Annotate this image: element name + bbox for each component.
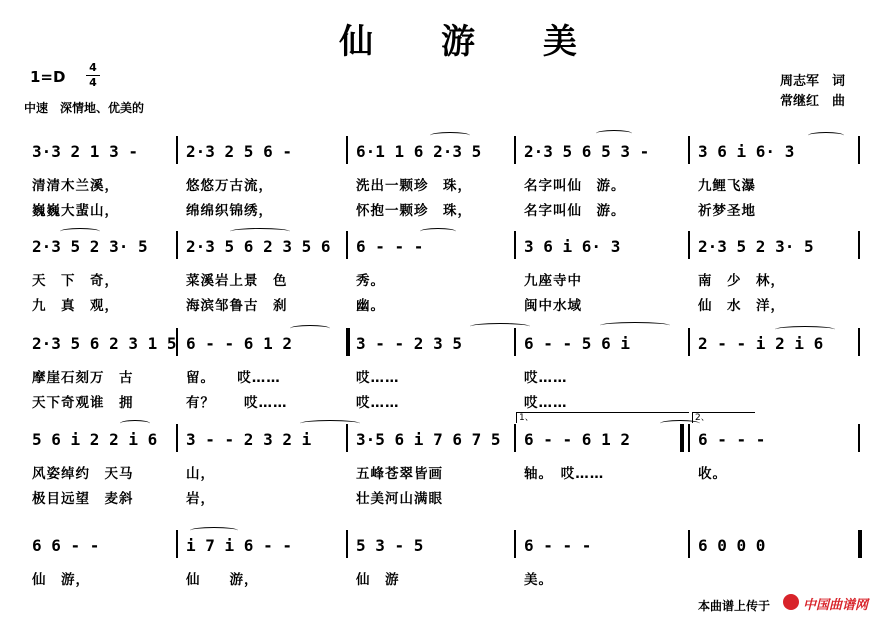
- measure-notation: 5 3 - 5: [356, 536, 424, 555]
- bar-line: [346, 136, 348, 164]
- volta-first-ending: 1、: [516, 412, 689, 423]
- bar-line: [858, 328, 860, 356]
- bar-line: [688, 328, 690, 356]
- repeat-start-bar: [346, 328, 350, 356]
- lyric-verse-1: 名字叫仙 游。: [524, 178, 626, 194]
- bar-line: [346, 231, 348, 259]
- measure-notation: 6 - - 6 1 2: [186, 334, 292, 353]
- bar-line: [858, 231, 860, 259]
- measure-notation: 2·3 2 5 6 -: [186, 142, 292, 161]
- slur: [430, 132, 470, 139]
- lyric-verse-1: 哎……: [524, 370, 568, 386]
- bar-line: [514, 328, 516, 356]
- measure-notation: 2·3 5 6 5 3 -: [524, 142, 650, 161]
- slur: [660, 420, 700, 427]
- bar-line: [514, 136, 516, 164]
- lyric-verse-2: 岩，: [186, 491, 215, 507]
- measure-notation: 6 - - -: [524, 536, 592, 555]
- bar-line: [688, 530, 690, 558]
- lyric-verse-1: 山，: [186, 466, 215, 482]
- bar-line: [858, 424, 860, 452]
- bar-line: [514, 530, 516, 558]
- slur: [600, 322, 670, 329]
- lyric-verse-2: 哎……: [524, 395, 568, 411]
- lyric-verse-1: 九座寺中: [524, 273, 582, 289]
- time-signature: [86, 62, 100, 89]
- lyric-verse-1: 风姿绰约 天马: [32, 466, 134, 482]
- lyric-verse-1: 摩崖石刻万 古: [32, 370, 134, 386]
- slur: [60, 228, 100, 235]
- measure-notation: 2·3 5 6 2 3 1 5: [32, 334, 177, 353]
- slur: [300, 420, 360, 427]
- lyric-verse-2: 怀抱一颗珍 珠，: [356, 203, 472, 219]
- slur: [775, 326, 835, 333]
- lyric-verse-2: 幽。: [356, 298, 385, 314]
- lyric-verse-1: 清清木兰溪，: [32, 178, 119, 194]
- lyric-verse-2: 壮美河山满眼: [356, 491, 443, 507]
- measure-notation: 6 - - 5 6 i: [524, 334, 630, 353]
- measure-notation: 3 6 i 6· 3: [524, 237, 621, 256]
- lyric-verse-1: 收。: [698, 466, 727, 482]
- lyric-verse-2: 有？ 哎……: [186, 395, 288, 411]
- lyric-verse-2: 闽中水域: [524, 298, 582, 314]
- lyric-verse-1: 美。: [524, 572, 553, 588]
- measure-notation: 2·3 5 2 3· 5: [698, 237, 814, 256]
- measure-notation: 6 6 - -: [32, 536, 100, 555]
- bar-line: [176, 530, 178, 558]
- repeat-end-bar: [680, 424, 684, 452]
- lyric-verse-1: 五峰苍翠皆画: [356, 466, 443, 482]
- bar-line: [346, 424, 348, 452]
- lyric-verse-1: 仙 游，: [32, 572, 90, 588]
- measure-notation: 6·1 1 6 2·3 5: [356, 142, 482, 161]
- lyric-verse-1: 菜溪岩上景 色: [186, 273, 288, 289]
- measure-notation: 5 6 i 2 2 i 6: [32, 430, 158, 449]
- lyric-verse-2: 祈梦圣地: [698, 203, 756, 219]
- lyric-verse-1: 南 少 林，: [698, 273, 785, 289]
- measure-notation: 3 - - 2 3 2 i: [186, 430, 312, 449]
- measure-notation: 6 - - -: [698, 430, 766, 449]
- measure-notation: 2 - - i 2 i 6: [698, 334, 824, 353]
- measure-notation: 6 - - 6 1 2: [524, 430, 630, 449]
- measure-notation: 2·3 5 6 2 3 5 6: [186, 237, 331, 256]
- lyric-verse-1: 留。 哎……: [186, 370, 281, 386]
- measure-notation: 6 0 0 0: [698, 536, 766, 555]
- volta-second-ending: 2、: [692, 412, 755, 423]
- lyric-verse-2: 九 真 观，: [32, 298, 119, 314]
- bar-line: [858, 136, 860, 164]
- measure-notation: 3 6 i 6· 3: [698, 142, 795, 161]
- lyric-verse-2: 哎……: [356, 395, 400, 411]
- lyric-verse-1: 洗出一颗珍 珠，: [356, 178, 472, 194]
- bar-line: [514, 231, 516, 259]
- lyric-verse-1: 轴。 哎……: [524, 466, 605, 482]
- upload-note: 本曲谱上传于: [698, 599, 771, 613]
- composer-credit: 常继红 曲: [780, 94, 846, 109]
- measure-notation: 3 - - 2 3 5: [356, 334, 462, 353]
- slur: [230, 228, 290, 235]
- tempo-marking: 中速 深情地、优美的: [24, 101, 145, 115]
- key-signature: 1=D: [30, 68, 66, 86]
- lyric-verse-2: 海滨邹鲁古 刹: [186, 298, 288, 314]
- lyric-verse-1: 悠悠万古流，: [186, 178, 273, 194]
- slur: [420, 228, 456, 235]
- bar-line: [514, 424, 516, 452]
- slur: [290, 325, 330, 332]
- measure-notation: i 7 i 6 - -: [186, 536, 292, 555]
- measure-notation: 6 - - -: [356, 237, 424, 256]
- lyric-verse-1: 仙 游: [356, 572, 400, 588]
- slur: [596, 130, 632, 137]
- site-logo-icon: [783, 594, 799, 610]
- lyricist-credit: 周志军 词: [780, 74, 846, 89]
- lyric-verse-2: 仙 水 洋，: [698, 298, 785, 314]
- page-title: 仙 游 美: [339, 22, 605, 62]
- bar-line: [688, 424, 690, 452]
- measure-notation: 3·5 6 i 7 6 7 5: [356, 430, 501, 449]
- lyric-verse-1: 仙 游，: [186, 572, 259, 588]
- bar-line: [176, 136, 178, 164]
- meter-bottom: 4: [89, 76, 97, 89]
- lyric-verse-2: 天下奇观谁 拥: [32, 395, 134, 411]
- lyric-verse-2: 极目远望 麦斜: [32, 491, 134, 507]
- measure-notation: 3·3 2 1 3 -: [32, 142, 138, 161]
- lyric-verse-2: 绵绵织锦绣，: [186, 203, 273, 219]
- lyric-verse-1: 天 下 奇，: [32, 273, 119, 289]
- bar-line: [688, 136, 690, 164]
- bar-line: [176, 231, 178, 259]
- slur: [120, 420, 150, 427]
- lyric-verse-2: 巍巍大蜚山，: [32, 203, 119, 219]
- slur: [470, 323, 530, 330]
- site-logo: [783, 592, 883, 614]
- bar-line: [176, 424, 178, 452]
- meter-top: 4: [89, 61, 97, 74]
- site-logo-text: 中国曲谱网: [803, 598, 869, 613]
- slur: [190, 527, 238, 534]
- lyric-verse-1: 秀。: [356, 273, 385, 289]
- lyric-verse-2: 名字叫仙 游。: [524, 203, 626, 219]
- lyric-verse-1: 哎……: [356, 370, 400, 386]
- final-bar: [858, 530, 862, 558]
- slur: [808, 132, 844, 139]
- bar-line: [688, 231, 690, 259]
- lyric-verse-1: 九鲤飞瀑: [698, 178, 756, 194]
- bar-line: [346, 530, 348, 558]
- measure-notation: 2·3 5 2 3· 5: [32, 237, 148, 256]
